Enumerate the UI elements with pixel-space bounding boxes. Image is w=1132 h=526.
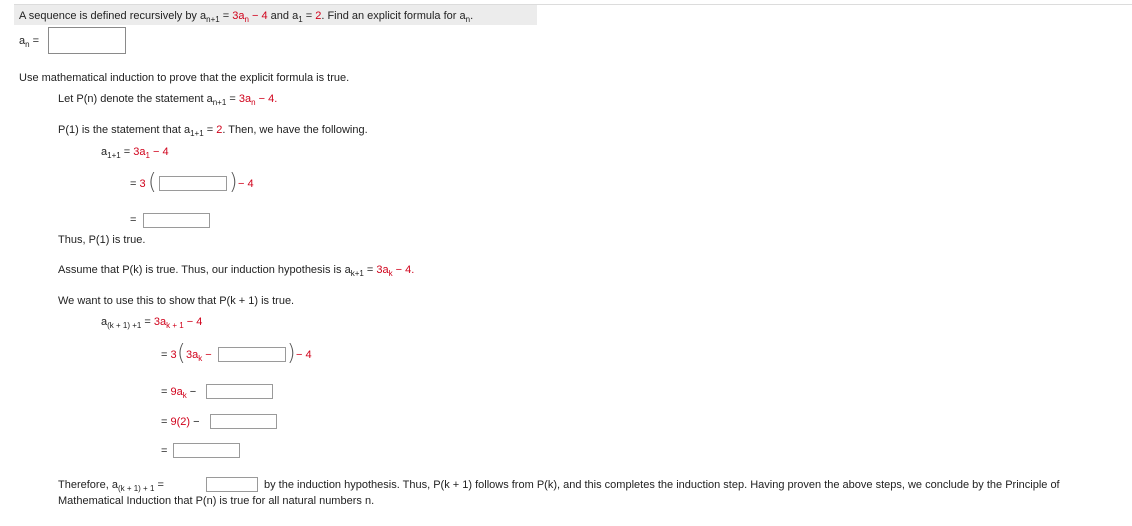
induction-step-intro: We want to use this to show that P(k + 1) is true. bbox=[58, 295, 295, 307]
base-line-2-const: − 4 bbox=[238, 178, 254, 190]
step-input-2[interactable] bbox=[206, 384, 273, 399]
base-line-2-eq: = 3 bbox=[130, 178, 146, 190]
intro-text: Use mathematical induction to prove that the explicit formula is true. bbox=[19, 72, 350, 84]
base-step-input-1[interactable] bbox=[159, 176, 227, 191]
explicit-formula-input[interactable] bbox=[48, 27, 126, 54]
open-paren: ( bbox=[177, 341, 186, 366]
step-line-3-eq: = $9a_k$ − bbox=[161, 386, 197, 400]
conclusion-start: Therefore, $a_{(k + 1) + 1}$ = bbox=[58, 479, 164, 493]
step-line-1: $a_{(k + 1) +1} = 3a_{k + 1} - 4$ bbox=[101, 316, 203, 330]
step-line-5-eq: = bbox=[161, 445, 168, 457]
question-prompt: A sequence is defined recursively by $a_{n+1} = 3a_n - 4$ and $a_1 = 2$. Find an explicit formula for $a_n$. bbox=[19, 10, 474, 24]
step-input-3[interactable] bbox=[210, 414, 277, 429]
step-line-4-eq: = 9(2) − bbox=[161, 416, 200, 428]
step-line-2-inner: $3a_k$ − bbox=[186, 349, 212, 363]
open-paren: ( bbox=[148, 170, 157, 195]
conclusion-line-2: Mathematical Induction that P(n) is true for all natural numbers n. bbox=[58, 495, 375, 507]
base-conclusion: Thus, P(1) is true. bbox=[58, 234, 146, 246]
step-line-2-const: − 4 bbox=[296, 349, 312, 361]
base-case-statement: P(1) is the statement that $a_{1+1} = 2$. Then, we have the following. bbox=[58, 124, 368, 138]
close-paren: ) bbox=[287, 341, 296, 366]
base-line-1: $a_{1+1} = 3a_1 - 4$ bbox=[101, 146, 169, 160]
step-line-2-eq: = 3 bbox=[161, 349, 177, 361]
base-line-3-eq: = bbox=[130, 214, 137, 226]
conclusion-input[interactable] bbox=[206, 477, 258, 492]
conclusion-rest: by the induction hypothesis. Thus, P(k + 1) follows from P(k), and this completes the induction step. Having proven the above steps, we conclude by the Principle of bbox=[264, 479, 1060, 491]
induction-hypothesis: Assume that P(k) is true. Thus, our induction hypothesis is $a_{k+1} = 3a_k - 4$. bbox=[58, 264, 415, 278]
answer-label: $a_n$ = bbox=[19, 35, 40, 49]
let-statement: Let P(n) denote the statement $a_{n+1} = 3a_n - 4$. bbox=[58, 93, 278, 107]
step-input-1[interactable] bbox=[218, 347, 286, 362]
base-step-input-2[interactable] bbox=[143, 213, 210, 228]
close-paren: ) bbox=[229, 170, 238, 195]
step-input-4[interactable] bbox=[173, 443, 240, 458]
